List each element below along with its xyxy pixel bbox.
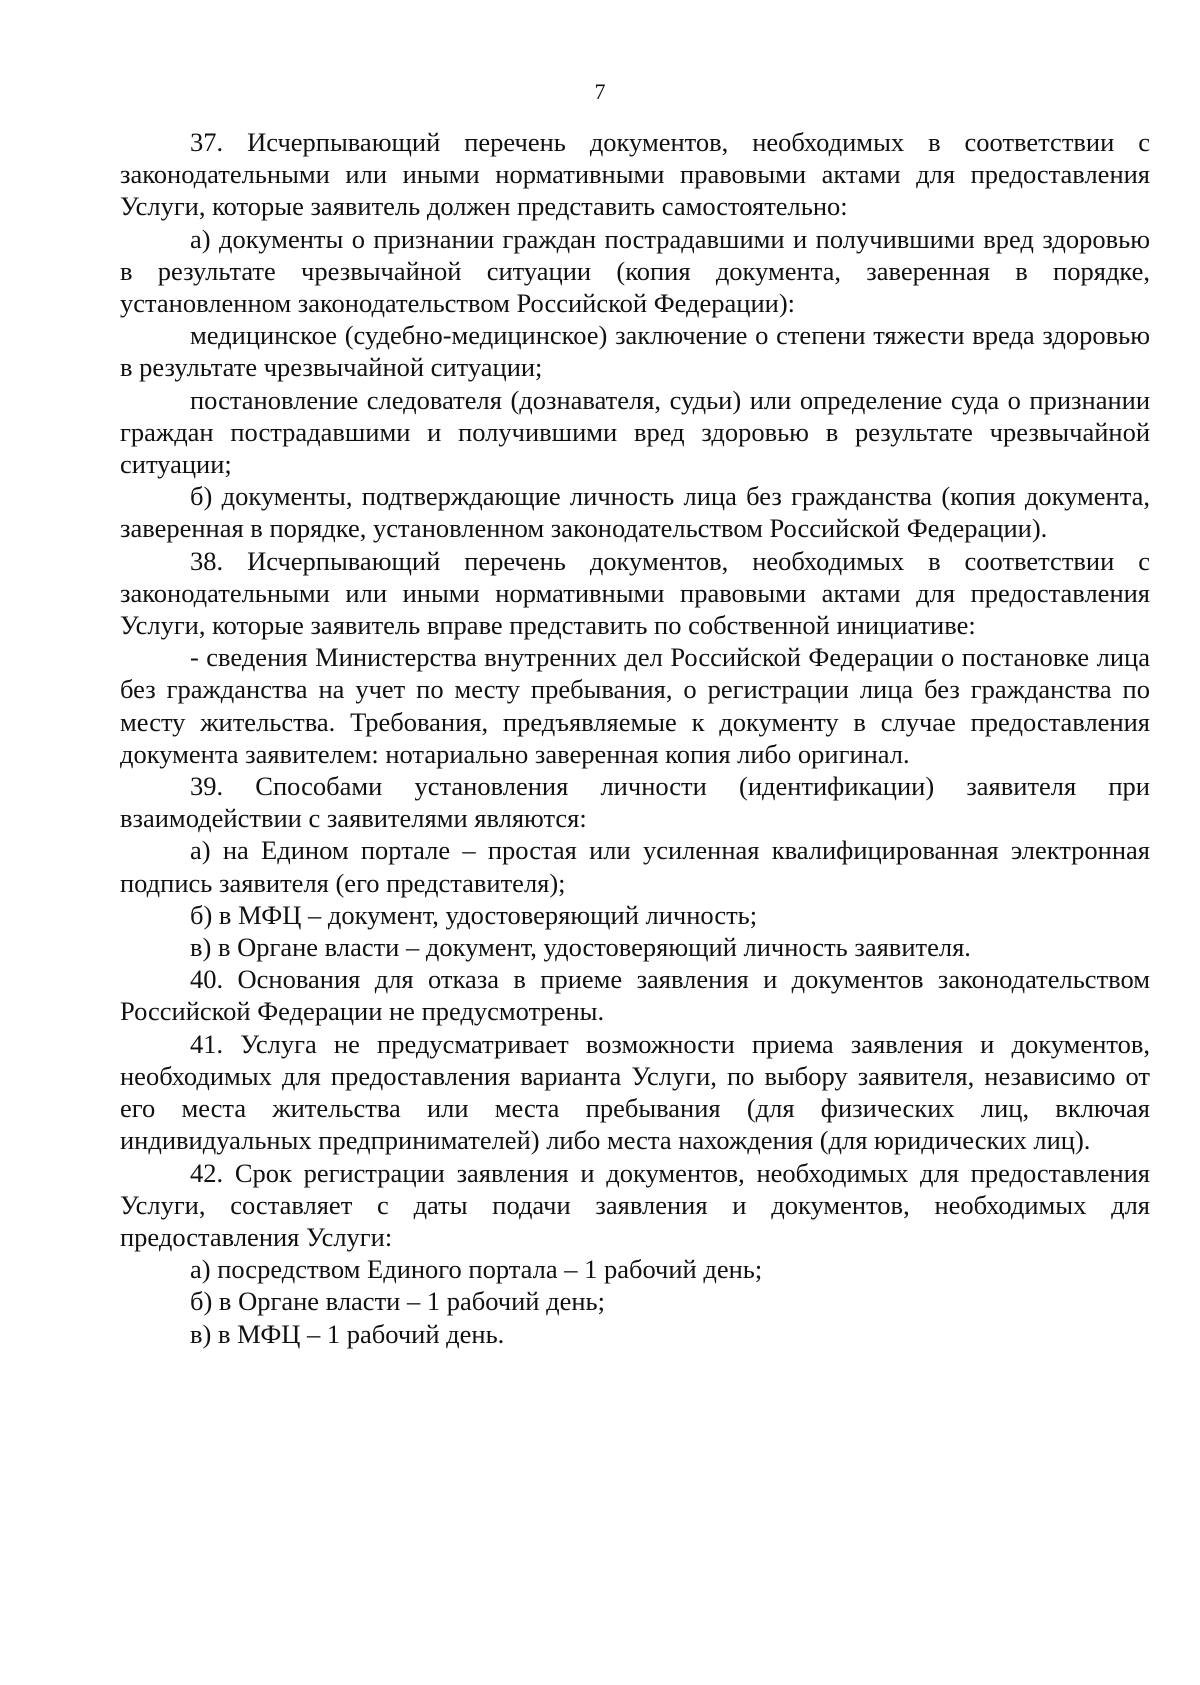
paragraph-39-b: б) в МФЦ – документ, удостоверяющий личность; [190,899,758,930]
paragraph-38: 38. Исчерпывающий перечень документов, необходимых в соответствии с законодательными или иными нормативными правовыми актами для предоставления Услуги, которые заявитель вправе представить по собственной инициативе: [120,545,1150,641]
paragraph-42-a: а) посредством Единого портала – 1 рабочий день; [190,1254,763,1285]
paragraph-37-a-court-decision: постановление следователя (дознавателя, судьи) или определение суда о признании граждан пострадавшими и получившими вред здоровью в результате чрезвычайной ситуации; [120,384,1150,480]
paragraph-39: 39. Способами установления личности (идентификации) заявителя при взаимодействии с заявителями являются: [120,771,1150,834]
paragraph-39-a: а) на Едином портале – простая или усиленная квалифицированная электронная подпись заявителя (его представителя); [120,835,1150,898]
paragraph-42: 42. Срок регистрации заявления и документов, необходимых для предоставления Услуги, составляет с даты подачи заявления и документов, необходимых для предоставления Услуги: [120,1157,1150,1252]
paragraph-42-c: в) в МФЦ – 1 рабочий день. [190,1318,505,1349]
paragraph-37-a: а) документы о признании граждан пострадавшими и получившими вред здоровью в результате чрезвычайной ситуации (копия документа, заверенная в порядке, установленном законодательством Российской Федерации): [120,223,1150,319]
paragraph-37-b: б) документы, подтверждающие личность лица без гражданства (копия документа, заверенная в порядке, установленном законодательством Российской Федерации). [120,481,1150,544]
document-body [120,126,1150,1350]
paragraph-39-c: в) в Органе власти – документ, удостоверяющий личность заявителя. [190,932,971,963]
paragraph-37-a-medical-report: медицинское (судебно-медицинское) заключение о степени тяжести вреда здоровью в результате чрезвычайной ситуации; [120,320,1150,383]
paragraph-42-b: б) в Органе власти – 1 рабочий день; [190,1286,605,1317]
paragraph-37: 37. Исчерпывающий перечень документов, необходимых в соответствии с законодательными или иными нормативными правовыми актами для предоставления Услуги, которые заявитель должен представить самостоятельно: [120,127,1150,222]
paragraph-41: 41. Услуга не предусматривает возможности приема заявления и документов, необходимых для предоставления варианта Услуги, по выбору заявителя, независимо от его места жительства или места пребывания (для физических лиц, включая индивидуальных предпринимателей) либо места нахождения (для юридических лиц). [120,1028,1150,1156]
paragraph-38-item: - сведения Министерства внутренних дел Российской Федерации о постановке лица без гражданства на учет по месту пребывания, о регистрации лица без гражданства по месту жительства. Требования, предъявляемые к документу в случае предоставления документа заявителем: нотариально заверенная копия либо оригинал. [120,642,1150,769]
page-number: 7 [594,79,606,104]
paragraph-40: 40. Основания для отказа в приеме заявления и документов законодательством Российской Федерации не предусмотрены. [120,964,1150,1027]
